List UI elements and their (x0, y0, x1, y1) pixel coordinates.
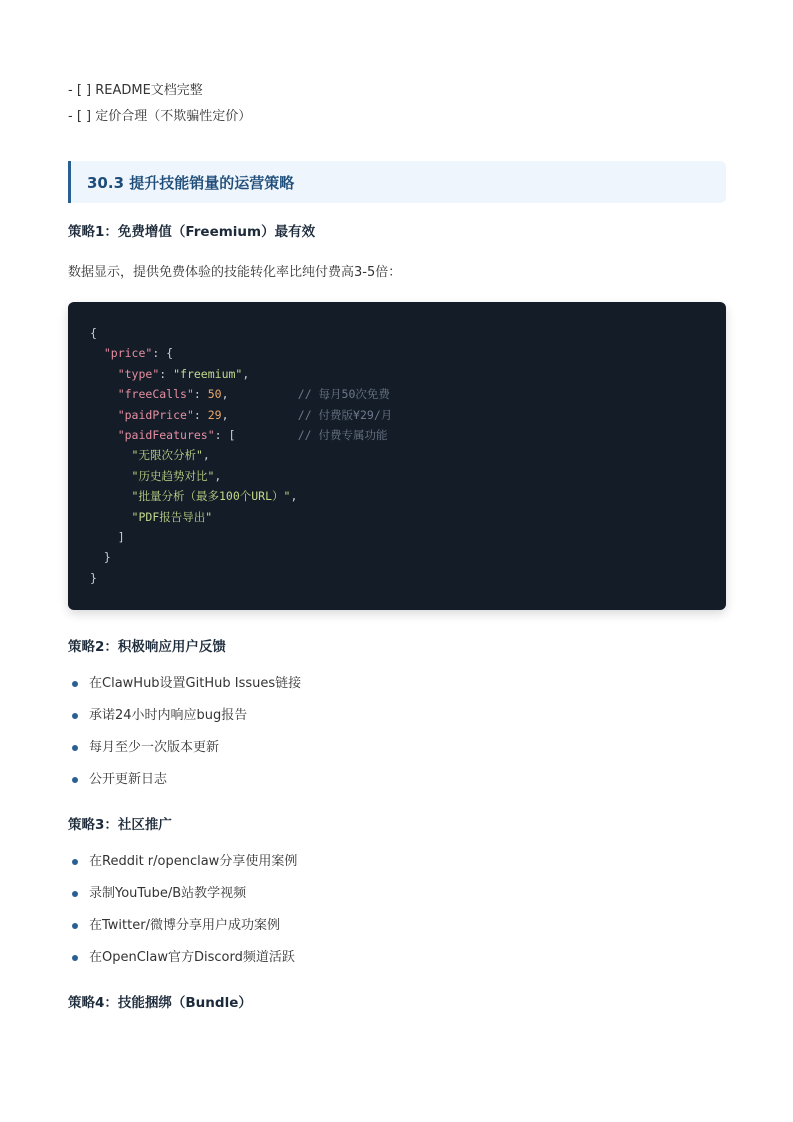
bullet-icon (72, 923, 78, 929)
list-item: 在Reddit r/openclaw分享使用案例 (70, 852, 297, 884)
strategy1-intro: 数据显示，提供免费体验的技能转化率比纯付费高3-5倍： (68, 265, 402, 280)
bullet-icon (72, 745, 78, 751)
checklist-item-readme: - [ ] README文档完整 (68, 83, 203, 98)
list-item: 在ClawHub设置GitHub Issues链接 (70, 674, 301, 706)
list-item: 公开更新日志 (70, 770, 301, 802)
section-header (68, 161, 726, 203)
list-item: 在Twitter/微博分享用户成功案例 (70, 916, 297, 948)
section-title: 30.3 提升技能销量的运营策略 (87, 173, 295, 192)
checklist-item-pricing: - [ ] 定价合理（不欺骗性定价） (68, 109, 252, 124)
bullet-icon (72, 891, 78, 897)
strategy1-heading: 策略1：免费增值（Freemium）最有效 (68, 224, 316, 240)
bullet-icon (72, 859, 78, 865)
strategy2-heading: 策略2：积极响应用户反馈 (68, 639, 226, 655)
code-block (68, 302, 726, 610)
strategy2-list (70, 674, 301, 802)
strategy4-heading: 策略4：技能捆绑（Bundle） (68, 995, 252, 1011)
bullet-icon (72, 681, 78, 687)
bullet-icon (72, 777, 78, 783)
strategy3-heading: 策略3：社区推广 (68, 817, 172, 833)
list-item: 在OpenClaw官方Discord频道活跃 (70, 948, 297, 980)
list-item: 承诺24小时内响应bug报告 (70, 706, 301, 738)
list-item: 每月至少一次版本更新 (70, 738, 301, 770)
bullet-icon (72, 955, 78, 961)
strategy3-list (70, 852, 297, 980)
list-item: 录制YouTube/B站教学视频 (70, 884, 297, 916)
bullet-icon (72, 713, 78, 719)
code-content: { "price": { "type": "freemium", "freeCalls": 50, // 每月50次免费 "paidPrice": 29, // 付费版¥29/月 "paidFeatures": [ // 付费专属功能 "无限次分析", "历史趋势对比", "批量分析（最多100个URL）", "PDF报告导出" ] } } (90, 326, 393, 585)
